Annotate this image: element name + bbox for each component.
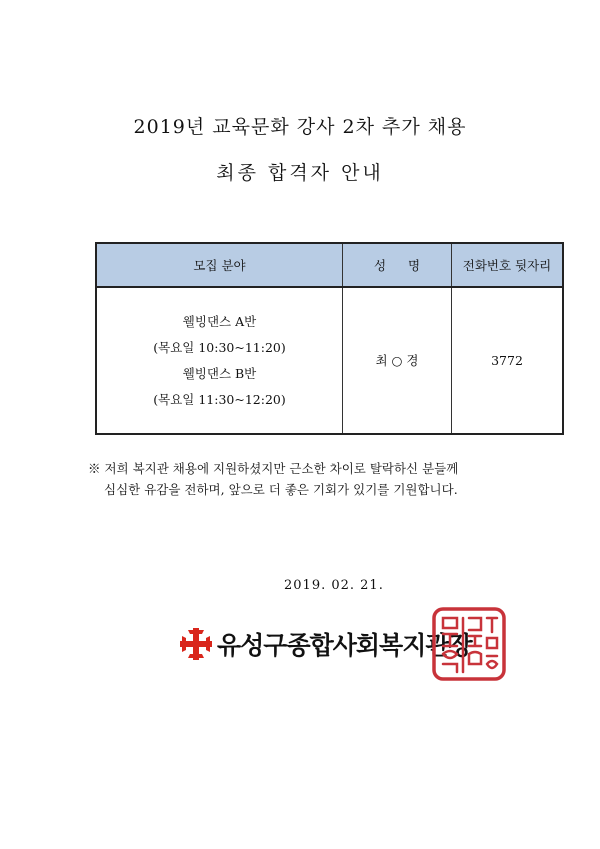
table-header-row	[96, 243, 563, 287]
organization-name: 유성구종합사회복지관장	[217, 631, 472, 660]
cell-phone: 3772	[452, 287, 564, 434]
header-name: 성 명	[343, 243, 452, 287]
official-seal-icon	[431, 606, 507, 682]
field-line: 웰빙댄스 B반	[182, 365, 257, 381]
issue-date: 2019. 02. 21.	[284, 578, 384, 593]
notice-text	[88, 458, 568, 500]
cell-field	[96, 287, 343, 434]
cell-name: 최 ○ 경	[343, 287, 452, 434]
field-line: (목요일 11:30~12:20)	[153, 391, 286, 407]
header-phone: 전화번호 뒷자리	[452, 243, 564, 287]
document-subtitle: 최종 합격자 안내	[216, 162, 384, 184]
document-title: 2019년 교육문화 강사 2차 추가 채용	[133, 116, 467, 138]
notice-line-1: ※ 저희 복지관 채용에 지원하셨지만 근소한 차이로 탈락하신 분들께	[88, 461, 459, 476]
field-line: 웰빙댄스 A반	[182, 313, 257, 329]
field-line: (목요일 10:30~11:20)	[153, 339, 286, 355]
caritas-cross-icon	[178, 626, 214, 662]
notice-line-2: 심심한 유감을 전하며, 앞으로 더 좋은 기회가 있기를 기원합니다.	[104, 482, 458, 497]
header-field: 모집 분야	[96, 243, 343, 287]
table-row	[96, 287, 563, 434]
organization-signature	[178, 626, 472, 662]
result-table	[95, 242, 564, 435]
